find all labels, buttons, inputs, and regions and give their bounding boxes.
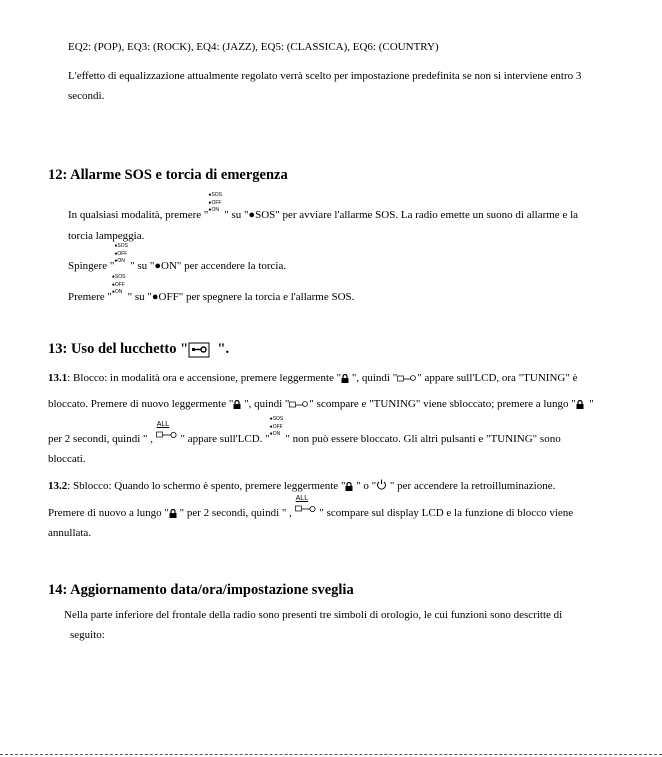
page-bottom-divider — [0, 754, 662, 755]
section-13-p3: per 2 secondi, quindi " , ALL " appare sull'LCD. " ●SOS ●OFF ●ON " non può essere bloccato. Gli altri pulsanti e "TUNING" sono — [48, 416, 561, 445]
all-lock-icon: ALL — [156, 430, 178, 442]
power-icon — [376, 479, 387, 490]
section-13-p1: 13.1: Blocco: in modalità ora e accensione, premere leggermente " ", quindi " " appare sull'LCD, ora "TUNING" è — [48, 372, 578, 384]
section-12-p2: Spingere " ●SOS ●OFF ●ON " su "●ON" per accendere la torcia. — [68, 243, 287, 272]
sos-switch-icon: ●SOS ●OFF ●ON — [208, 192, 223, 213]
padlock-key-icon — [188, 342, 210, 358]
lock-icon — [341, 374, 349, 383]
section-12-p1: In qualsiasi modalità, premere " ●SOS ●OFF ●ON " su "●SOS" per avviare l'allarme SOS. La radio emette un suono di allarme e la — [68, 192, 579, 221]
paragraph-line: bloccati. — [48, 453, 86, 465]
lock-icon — [169, 509, 177, 518]
section-12-title: 12: Allarme SOS e torcia di emergenza — [48, 167, 288, 183]
all-lock-icon: ALL — [295, 504, 317, 516]
sos-switch-icon: ●SOS ●OFF ●ON — [111, 274, 126, 295]
key-lock-icon — [397, 374, 417, 383]
paragraph-line: seguito: — [70, 629, 105, 641]
key-lock-icon — [289, 400, 309, 409]
section-13-p5: 13.2: Sblocco: Quando lo schermo è spento, premere leggermente " " o " " per accendere la retroilluminazione. — [48, 480, 556, 492]
lock-icon — [576, 400, 584, 409]
section-13-p2: bloccato. Premere di nuovo leggermente " ", quindi " " scompare e "TUNING" viene sbloccato; premere a lungo " " — [48, 398, 594, 410]
lock-icon — [345, 482, 353, 491]
section-13-p6: Premere di nuovo a lungo " " per 2 secondi, quindi " , ALL " scompare sul display LCD e la funzione di blocco viene — [48, 495, 574, 519]
paragraph-line: secondi. — [68, 90, 105, 102]
sos-switch-icon: ●SOS ●OFF ●ON — [114, 243, 128, 264]
paragraph-line: L'effetto di equalizzazione attualmente regolato verrà scelto per impostazione predefinita se non si interviene entro 3 — [68, 70, 582, 82]
paragraph-line: torcia lampeggia. — [68, 230, 145, 242]
lock-icon — [233, 400, 241, 409]
section-14-title: 14: Aggiornamento data/ora/impostazione sveglia — [48, 582, 354, 598]
section-13-title: 13: Uso del lucchetto " ". — [48, 341, 230, 357]
paragraph-line: Nella parte inferiore del frontale della radio sono presenti tre simboli di orologio, le cui funzioni sono descritte di — [64, 609, 563, 621]
paragraph-line: annullata. — [48, 527, 92, 539]
section-12-p3: Premere " ●SOS ●OFF ●ON " su "●OFF" per spegnere la torcia e l'allarme SOS. — [68, 274, 355, 303]
eq-list: EQ2: (POP), EQ3: (ROCK), EQ4: (JAZZ), EQ5: (CLASSICA), EQ6: (COUNTRY) — [68, 41, 439, 53]
sos-switch-icon: ●SOS ●OFF ●ON — [269, 416, 284, 437]
